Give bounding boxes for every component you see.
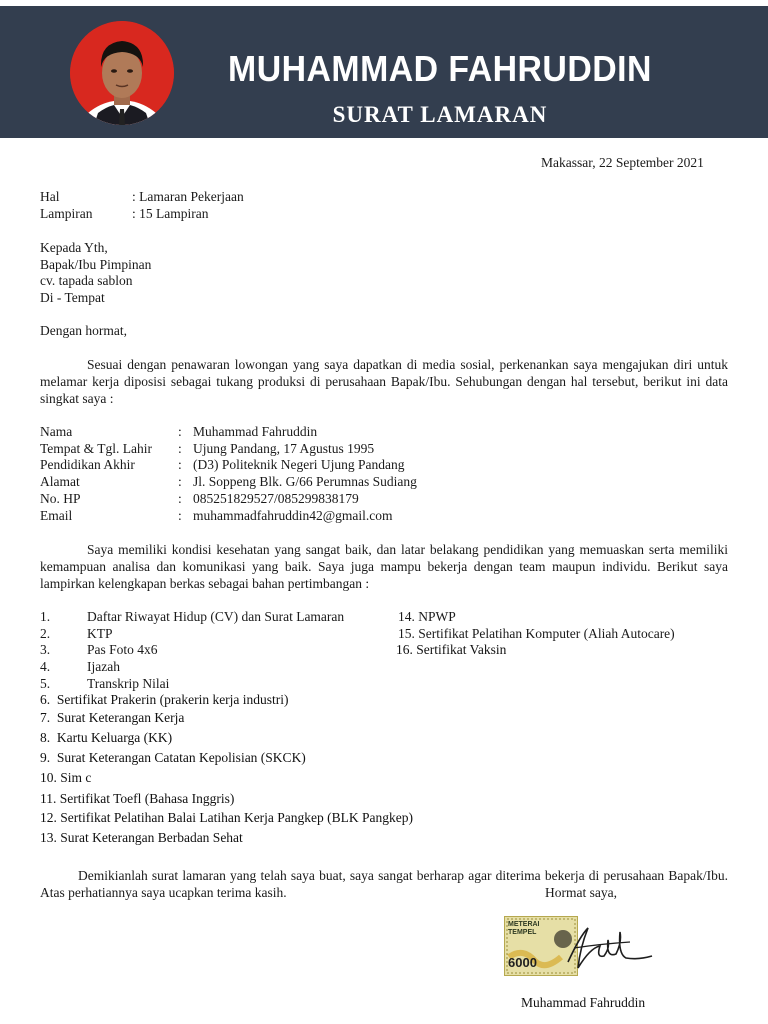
attachment-item: 9. Surat Keterangan Catatan Kepolisian (SKCK) bbox=[40, 750, 306, 765]
attachment-item: 8. Kartu Keluarga (KK) bbox=[40, 730, 173, 745]
recipient-line: Bapak/Ibu Pimpinan bbox=[40, 257, 152, 272]
personal-value: Muhammad Fahruddin bbox=[193, 424, 318, 439]
personal-label: Nama bbox=[40, 424, 73, 439]
meta-label-attachment: Lampiran bbox=[40, 206, 93, 221]
meta-label-subject: Hal bbox=[40, 189, 60, 204]
recipient-line: Kepada Yth, bbox=[40, 240, 108, 255]
meta-value-subject: : Lamaran Pekerjaan bbox=[132, 189, 244, 204]
attachment-number: 1. bbox=[40, 609, 51, 624]
personal-colon: : bbox=[178, 491, 182, 506]
personal-colon: : bbox=[178, 441, 182, 456]
personal-colon: : bbox=[178, 508, 182, 523]
personal-value: Jl. Soppeng Blk. G/66 Perumnas Sudiang bbox=[193, 474, 417, 489]
attachment-item: 15. Sertifikat Pelatihan Komputer (Aliah Autocare) bbox=[398, 626, 675, 641]
stamp-label: METERAI TEMPEL bbox=[508, 921, 540, 936]
attachment-item: 7. Surat Keterangan Kerja bbox=[40, 710, 185, 725]
attachment-item: 13. Surat Keterangan Berbadan Sehat bbox=[40, 830, 243, 845]
document-title: SURAT LAMARAN bbox=[332, 102, 548, 127]
recipient-line: Di - Tempat bbox=[40, 290, 105, 305]
attachment-number: 4. bbox=[40, 659, 51, 674]
applicant-name-title: MUHAMMAD FAHRUDDIN bbox=[228, 48, 652, 89]
attachment-number: 2. bbox=[40, 626, 51, 641]
recipient-line: cv. tapada sablon bbox=[40, 273, 133, 288]
personal-value: Ujung Pandang, 17 Agustus 1995 bbox=[193, 441, 375, 456]
date-line: Makassar, 22 September 2021 bbox=[541, 155, 704, 170]
personal-label: Tempat & Tgl. Lahir bbox=[40, 441, 153, 456]
personal-colon: : bbox=[178, 474, 182, 489]
attachment-item: 12. Sertifikat Pelatihan Balai Latihan Kerja Pangkep (BLK Pangkep) bbox=[40, 810, 414, 825]
attachment-number: 5. bbox=[40, 676, 51, 691]
attachment-item: 10. Sim c bbox=[40, 770, 92, 785]
attachment-item: 16. Sertifikat Vaksin bbox=[396, 642, 507, 657]
paragraph-closing: Demikianlah surat lamaran yang telah saya buat, saya sangat berharap agar diterima bekerja di perusahaan Bapak/Ibu. Atas perhatiannya saya ucapkan terima kasih. bbox=[40, 868, 728, 900]
personal-label: Pendidikan Akhir bbox=[40, 457, 135, 472]
attachment-item: Ijazah bbox=[87, 659, 120, 674]
profile-photo bbox=[70, 21, 174, 125]
attachment-item: Transkrip Nilai bbox=[87, 676, 170, 691]
personal-colon: : bbox=[178, 457, 182, 472]
signature-scribble bbox=[560, 918, 660, 978]
attachment-item: 6. Sertifikat Prakerin (prakerin kerja industri) bbox=[40, 692, 289, 707]
personal-label: Alamat bbox=[40, 474, 80, 489]
personal-value: muhammadfahruddin42@gmail.com bbox=[193, 508, 393, 523]
attachment-item: KTP bbox=[87, 626, 113, 641]
attachment-item: 14. NPWP bbox=[398, 609, 456, 624]
personal-label: Email bbox=[40, 508, 73, 523]
personal-colon: : bbox=[178, 424, 182, 439]
personal-value: 085251829527/085299838179 bbox=[193, 491, 359, 506]
meta-value-attachment: : 15 Lampiran bbox=[132, 206, 209, 221]
attachment-number: 3. bbox=[40, 642, 51, 657]
stamp-value: 6000 bbox=[508, 955, 537, 970]
attachment-item: Daftar Riwayat Hidup (CV) dan Surat Lamaran bbox=[87, 609, 345, 624]
signatory-name: Muhammad Fahruddin bbox=[521, 995, 646, 1010]
signoff: Hormat saya, bbox=[545, 885, 617, 900]
greeting: Dengan hormat, bbox=[40, 323, 127, 338]
personal-value: (D3) Politeknik Negeri Ujung Pandang bbox=[193, 457, 405, 472]
paragraph-qualifications: Saya memiliki kondisi kesehatan yang sangat baik, dan latar belakang pendidikan yang memuaskan serta memiliki kemampuan analisa dan komunikasi yang baik. Saya juga mampu bekerja dengan team maupun individu. Berikut saya lampirkan kelengkapan berkas sebagai bahan pertimbangan : bbox=[40, 542, 728, 591]
personal-label: No. HP bbox=[40, 491, 81, 506]
attachment-item: 11. Sertifikat Toefl (Bahasa Inggris) bbox=[40, 791, 235, 806]
paragraph-intro: Sesuai dengan penawaran lowongan yang saya dapatkan di media sosial, perkenankan saya mengajukan diri untuk melamar kerja diposisi sebagai tukang produksi di perusahaan Bapak/Ibu. Sehubungan dengan hal tersebut, berikut ini data singkat saya : bbox=[40, 357, 728, 406]
header-banner bbox=[0, 6, 768, 138]
attachment-item: Pas Foto 4x6 bbox=[87, 642, 158, 657]
